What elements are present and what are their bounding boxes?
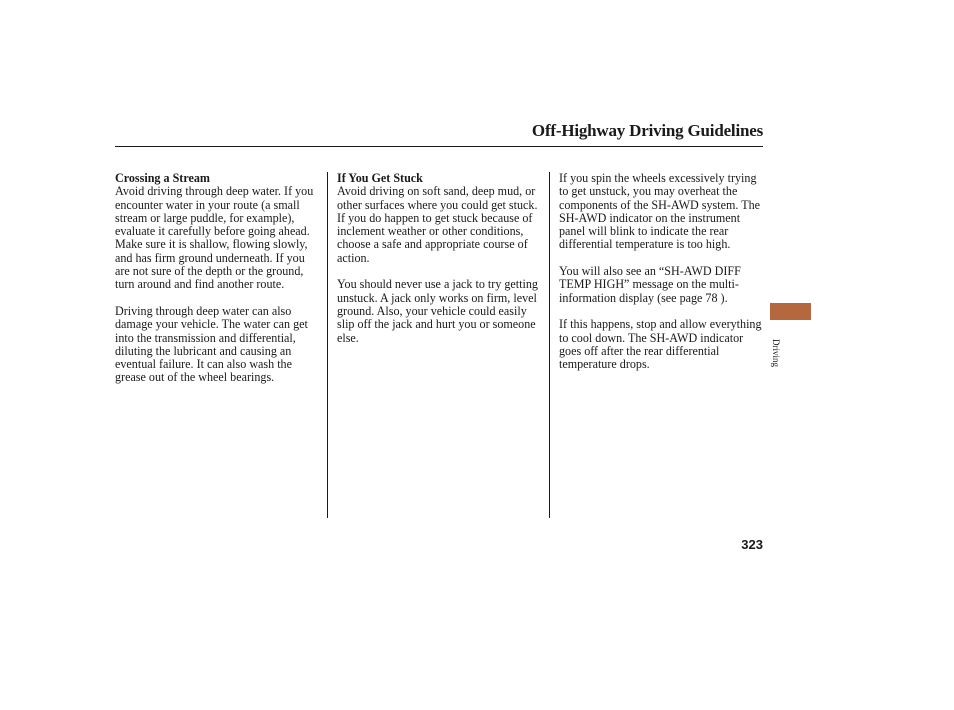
section-heading-if-you-get-stuck: If You Get Stuck: [337, 171, 423, 185]
paragraph: You should never use a jack to try getting unstuck. A jack only works on firm, level ground. Also, your vehicle could easily slip off the jack and hurt you or someone else.: [337, 277, 538, 345]
page-number: 323: [741, 537, 763, 552]
title-divider: [115, 146, 763, 147]
paragraph: If this happens, stop and allow everything to cool down. The SH-AWD indicator goes off after the rear differential temperature drops.: [559, 317, 762, 372]
section-tab-marker[interactable]: [770, 303, 811, 320]
paragraph: Driving through deep water can also damage your vehicle. The water can get into the transmission and differential, diluting the lubricant and causing an eventual failure. It can also wash the grease out of the wheel bearings.: [115, 303, 308, 385]
page-title: Off-Highway Driving Guidelines: [531, 121, 763, 140]
paragraph: Avoid driving through deep water. If you encounter water in your route (a small stream or large puddle, for example), evaluate it carefully before going ahead. Make sure it is shallow, flowing slowly, and has firm ground underneath. If you are not sure of the depth or the ground, turn around and find another route.: [115, 184, 314, 292]
column-if-you-get-stuck: [337, 172, 545, 358]
column-sh-awd-overheat: [559, 172, 764, 385]
paragraph: You will also see an “SH-AWD DIFF TEMP HIGH” message on the multi-information display (see page 78 ).: [559, 264, 741, 305]
column-divider: [549, 172, 550, 518]
column-divider: [327, 172, 328, 518]
section-heading-crossing-stream: Crossing a Stream: [115, 171, 210, 185]
section-tab-label: Driving: [771, 339, 781, 367]
paragraph: Avoid driving on soft sand, deep mud, or other surfaces where you could get stuck. If you do happen to get stuck because of inclement weather or other conditions, choose a safe and appropriate course of action.: [337, 184, 538, 265]
paragraph: If you spin the wheels excessively trying to get unstuck, you may overheat the components of the SH-AWD system. The SH-AWD indicator on the instrument panel will blink to indicate the rear differential temperature is too high.: [559, 171, 761, 252]
column-crossing-stream: [115, 172, 321, 398]
